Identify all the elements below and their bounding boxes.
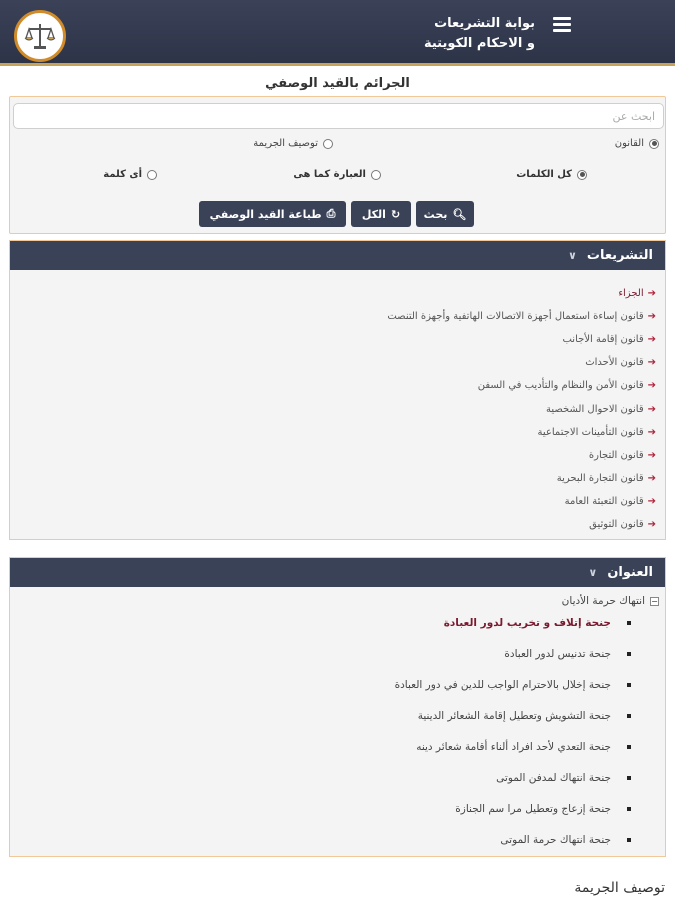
show-all-button[interactable]: [351, 201, 411, 227]
laws-panel-header[interactable]: [10, 241, 665, 270]
app-header: [0, 0, 675, 66]
law-item[interactable]: ➔ قانون التأمينات الاجتماعية: [537, 426, 656, 438]
law-item[interactable]: ➔ قانون الأحداث: [585, 357, 656, 369]
print-button-label: طباعة القيد الوصفي: [209, 207, 322, 221]
show-all-button-label: الكل: [361, 207, 386, 221]
radio-button-checked-icon[interactable]: [577, 170, 587, 180]
tree-root-label: انتهاك حرمة الأديان: [561, 595, 645, 607]
collapse-toggle-icon[interactable]: −: [651, 596, 658, 606]
crime-item[interactable]: جنحة إزعاج وتعطيل مرا سم الجنازة: [10, 793, 631, 824]
page-title: الجرائم بالقيد الوصفي: [265, 76, 410, 91]
arrow-left-icon: ➔: [647, 449, 656, 461]
radio-button-checked-icon[interactable]: [649, 139, 659, 149]
title-panel-header[interactable]: [10, 558, 665, 587]
arrow-left-icon: ➔: [647, 403, 656, 415]
refresh-icon: ↻: [390, 207, 401, 221]
title-panel: [9, 557, 666, 857]
crime-item[interactable]: جنحة تدنيس لدور العبادة: [10, 638, 631, 669]
radio-button-icon[interactable]: [147, 170, 157, 180]
search-button-label: بحث: [423, 207, 448, 221]
radio-match-all-label: كل الكلمات: [516, 169, 572, 180]
radio-scope-law[interactable]: [615, 138, 659, 149]
arrow-left-icon: ➔: [647, 380, 656, 392]
bullet-icon: [627, 838, 631, 842]
search-button[interactable]: [416, 201, 474, 227]
arrow-left-icon: ➔: [647, 357, 656, 369]
radio-scope-law-label: القانون: [614, 138, 644, 149]
law-item[interactable]: ➔ قانون التوثيق: [589, 518, 656, 530]
bullet-icon: [627, 652, 631, 656]
arrow-left-icon: ➔: [647, 426, 656, 438]
radio-button-icon[interactable]: [323, 139, 333, 149]
printer-icon: ⎙: [326, 207, 336, 220]
law-item[interactable]: ➔ الجزاء: [618, 288, 656, 300]
search-panel: [9, 96, 666, 234]
chevron-down-icon[interactable]: ∨: [588, 566, 598, 579]
bullet-icon: [627, 776, 631, 780]
bullet-icon: [627, 745, 631, 749]
radio-button-icon[interactable]: [371, 170, 381, 180]
radio-match-any-word[interactable]: [103, 169, 157, 180]
crime-item[interactable]: جنحة انتهاك لمدفن الموتى: [10, 762, 631, 793]
arrow-left-icon: ➔: [647, 288, 656, 300]
bullet-icon: [627, 807, 631, 811]
hamburger-menu-icon[interactable]: [553, 17, 571, 33]
search-input[interactable]: [13, 103, 664, 129]
chevron-down-icon[interactable]: ∨: [567, 249, 577, 262]
radio-match-exact-phrase[interactable]: [293, 169, 381, 180]
tree-root-node[interactable]: [10, 587, 659, 607]
crime-item[interactable]: جنحة التعدي لأحد افراد ألناء أقامة شعائر دينه: [10, 731, 631, 762]
app-title: [424, 14, 535, 54]
bullet-icon: [627, 683, 631, 687]
law-item[interactable]: ➔ قانون الأمن والنظام والتأديب في السفن: [477, 380, 656, 392]
crime-item[interactable]: جنحة إخلال بالاحترام الواجب للدين في دور العبادة: [10, 669, 631, 700]
crime-item[interactable]: جنحة التشويش وتعطيل إقامة الشعائر الدينية: [10, 700, 631, 731]
app-title-line2: و الاحكام الكويتية: [423, 36, 535, 51]
tree-scroll-area[interactable]: [10, 607, 665, 846]
arrow-left-icon: ➔: [647, 311, 656, 323]
bullet-icon: [627, 714, 631, 718]
crime-item[interactable]: جنحة انتهاك حرمة الموتى: [10, 824, 631, 846]
print-description-button[interactable]: [199, 201, 346, 227]
radio-scope-crime-label: توصيف الجريمة: [253, 138, 318, 149]
law-item[interactable]: ➔ قانون إقامة الأجانب: [562, 334, 656, 346]
radio-match-exact-label: العبارة كما هى: [293, 169, 366, 180]
crime-list: [10, 607, 665, 846]
title-panel-title: العنوان: [607, 565, 653, 580]
arrow-left-icon: ➔: [647, 472, 656, 484]
radio-match-all-words[interactable]: [516, 169, 587, 180]
law-item[interactable]: ➔ قانون التجارة البحرية: [556, 472, 656, 484]
crime-description-title: توصيف الجريمة: [574, 880, 665, 896]
app-title-line1: بوابة التشريعات: [434, 16, 535, 31]
laws-panel: [9, 240, 666, 540]
law-item[interactable]: ➔ قانون التعبئة العامة: [564, 495, 656, 507]
search-icon: 🔍︎: [452, 207, 467, 221]
bullet-icon: [627, 621, 631, 625]
arrow-left-icon: ➔: [647, 495, 656, 507]
crime-item[interactable]: جنحة إتلاف و تخريب لدور العبادة: [10, 607, 631, 638]
law-item[interactable]: ➔ قانون التجارة: [588, 449, 656, 461]
laws-panel-title: التشريعات: [586, 248, 653, 263]
scales-of-justice-logo-icon[interactable]: [14, 10, 66, 62]
laws-list: [10, 270, 665, 536]
radio-scope-crime-description[interactable]: [253, 138, 333, 149]
radio-match-any-label: أى كلمة: [103, 169, 142, 180]
arrow-left-icon: ➔: [647, 518, 656, 530]
arrow-left-icon: ➔: [647, 334, 656, 346]
law-item[interactable]: ➔ قانون الاحوال الشخصية: [546, 403, 656, 415]
law-item[interactable]: ➔ قانون إساءة استعمال أجهزة الاتصالات الهاتفية وأجهزة التنصت: [387, 311, 656, 323]
